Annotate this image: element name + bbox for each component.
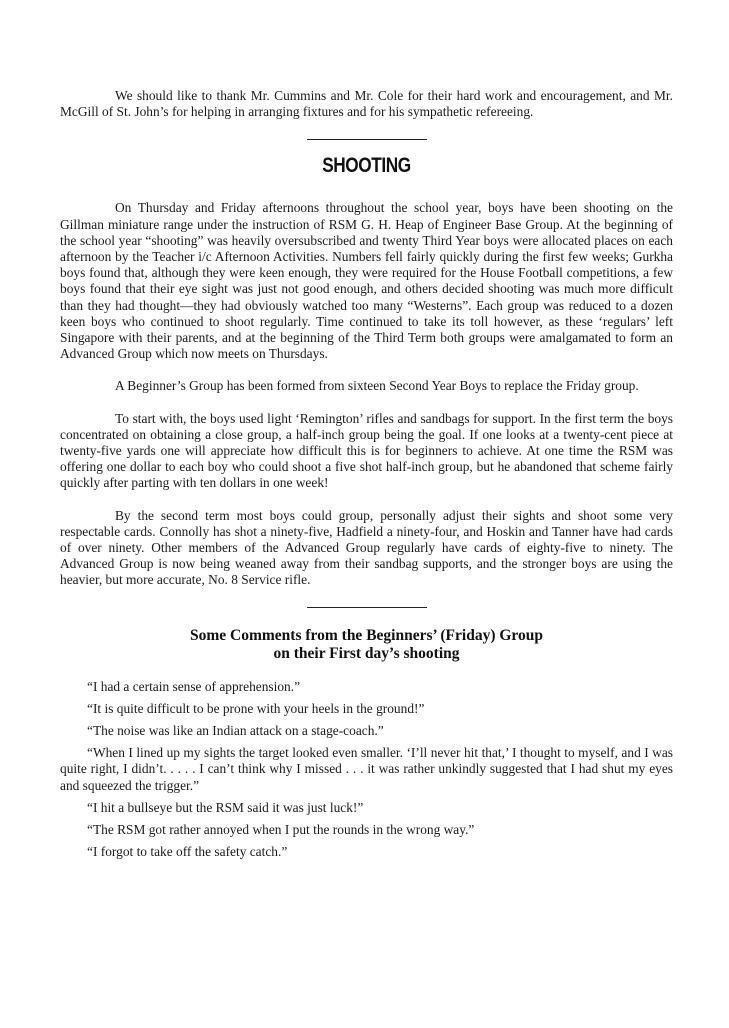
- comments-section: [60, 679, 673, 861]
- comments-heading: [60, 627, 673, 663]
- section-divider: [307, 139, 427, 140]
- document-page: [60, 88, 673, 867]
- section-divider: [307, 607, 427, 608]
- intro-paragraph: We should like to thank Mr. Cummins and Mr. Cole for their hard work and encouragement, and Mr. McGill of St. John’s for helping in arranging fixtures and for his sympathetic refereeing.: [60, 88, 673, 120]
- comment-item: “When I lined up my sights the target looked even smaller. ‘I’ll never hit that,’ I thought to myself, and I was quite right, I didn’t. . . . . I can’t think why I missed . . . it was rather unkindly suggested that I had shut my eyes and squeezed the trigger.”: [60, 745, 673, 793]
- shooting-section: [60, 200, 673, 588]
- comments-heading-line1: Some Comments from the Beginners’ (Friday) Group: [189, 626, 544, 644]
- comment-item: “I hit a bullseye but the RSM said it was just luck!”: [87, 799, 364, 815]
- comments-heading-line2: on their First day’s shooting: [273, 644, 460, 662]
- comment-item: “The RSM got rather annoyed when I put the rounds in the wrong way.”: [87, 822, 475, 838]
- comment-item: “I forgot to take off the safety catch.”: [87, 844, 288, 860]
- comment-item: “The noise was like an Indian attack on a stage-coach.”: [87, 723, 384, 739]
- comment-item: “I had a certain sense of apprehension.”: [87, 678, 301, 694]
- shooting-paragraph: On Thursday and Friday afternoons throughout the school year, boys have been shooting on the Gillman miniature range under the instruction of RSM G. H. Heap of Engineer Base Group. At the beginning of the school year “shooting” was heavily oversubscribed and twenty Third Year boys were allocated places on each afternoon by the Teacher i/c Afternoon Activities. Numbers fell fairly quickly during the first few weeks; Gurkha boys found that, although they were keen enough, they were required for the House Football competitions, a few boys found that their eye sight was just not good enough, and others decided shooting was much more difficult than they had thought—they had obviously watched too many “Westerns”. Each group was reduced to a dozen keen boys who continued to shoot regularly. Time continued to take its toll however, as these ‘regulars’ left Singapore with their parents, and at the beginning of the Third Term both groups were amalgamated to form an Advanced Group which now meets on Thursdays.: [60, 200, 673, 362]
- shooting-paragraph: To start with, the boys used light ‘Remington’ rifles and sandbags for support. In the first term the boys concentrated on obtaining a close group, a half-inch group being the goal. If one looks at a twenty-cent piece at twenty-five yards one will appreciate how difficult this is for beginners to achieve. At one time the RSM was offering one dollar to each boy who could shoot a five shot half-inch group, but he abandoned that scheme fairly quickly after parting with ten dollars in one week!: [60, 410, 673, 491]
- shooting-heading: SHOOTING: [322, 154, 411, 178]
- shooting-paragraph: By the second term most boys could group, personally adjust their sights and shoot some very respectable cards. Connolly has shot a ninety-five, Hadfield a ninety-four, and Hoskin and Tanner have had cards of over ninety. Other members of the Advanced Group regularly have cards of eighty-five to ninety. The Advanced Group is now being weaned away from their sandbag supports, and the stronger boys are using the heavier, but more accurate, No. 8 Service rifle.: [60, 507, 673, 588]
- shooting-paragraph: A Beginner’s Group has been formed from sixteen Second Year Boys to replace the Friday group.: [115, 378, 639, 394]
- comment-item: “It is quite difficult to be prone with your heels in the ground!”: [87, 700, 425, 716]
